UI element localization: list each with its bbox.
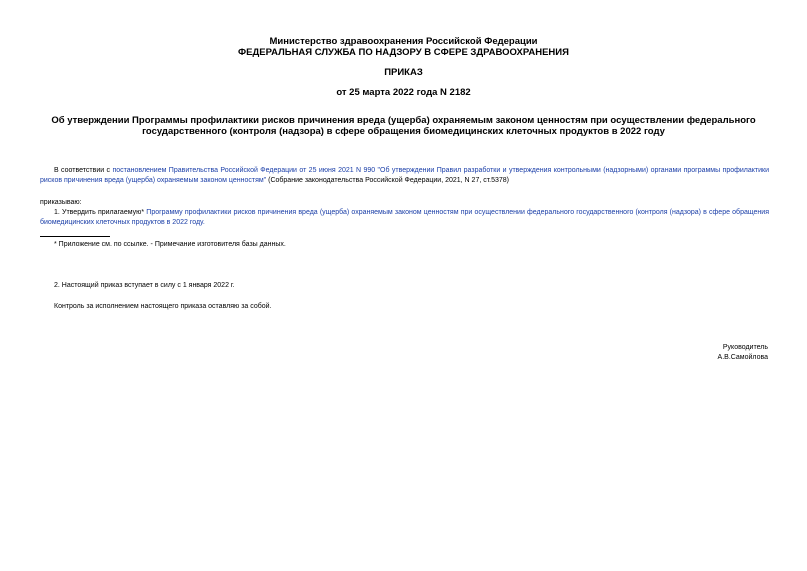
doc-date-number: от 25 марта 2022 года N 2182: [336, 87, 471, 98]
preamble-source: (Собрание законодательства Российской Федерации, 2021, N 27, ст.5378): [268, 177, 510, 184]
order-word: приказываю:: [40, 199, 82, 206]
control-paragraph: Контроль за исполнением настоящего приказа оставляю за собой.: [54, 303, 272, 310]
item-2-paragraph: 2. Настоящий приказ вступает в силу с 1 января 2022 г.: [54, 282, 235, 289]
program-link[interactable]: Программу профилактики рисков причинения вреда (ущерба) охраняемым законом ценностям при осуществлении федерального государственного (контроля (надзора) в сфере обращения биомедицинских клеточных продуктов в 2022 году.: [40, 209, 769, 226]
doc-type: ПРИКАЗ: [384, 67, 423, 78]
government-decree-link[interactable]: постановлением Правительства Российской Федерации от 25 июня 2021 N 990 "Об утверждении Правил разработки и утверждения контрольными (надзорными) органами программы профилактики рисков причинения вреда (ущерба) охраняемым законом ценностям": [40, 167, 769, 184]
preamble-prefix: В соответствии с: [54, 167, 111, 174]
doc-title-line1: Об утверждении Программы профилактики рисков причинения вреда (ущерба) охраняемым законом ценностям при осуществлении федерального: [51, 115, 756, 126]
footnote: * Приложение см. по ссылке. - Примечание изготовителя базы данных.: [54, 241, 286, 248]
footnote-divider: [40, 236, 110, 237]
signature-name: А.В.Самойлова: [717, 354, 768, 361]
doc-title-line2: государственного (контроля (надзора) в сфере обращения биомедицинских клеточных продуктов в 2022 году: [142, 126, 665, 137]
item-1-prefix: 1. Утвердить прилагаемую*: [54, 209, 145, 216]
ministry-name: Министерство здравоохранения Российской Федерации: [269, 36, 538, 47]
signature-position: Руководитель: [722, 344, 768, 351]
item-1-paragraph: [40, 208, 769, 228]
preamble-paragraph: [40, 166, 769, 186]
service-name: ФЕДЕРАЛЬНАЯ СЛУЖБА ПО НАДЗОРУ В СФЕРЕ ЗДРАВООХРАНЕНИЯ: [238, 47, 569, 58]
